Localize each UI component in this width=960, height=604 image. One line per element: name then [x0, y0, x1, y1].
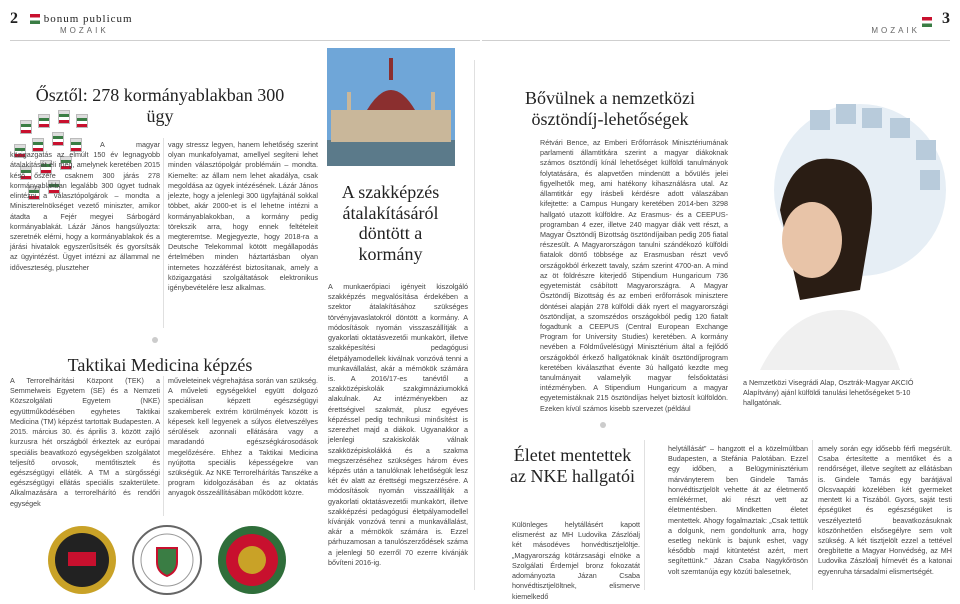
article-title: Életet mentettek az NKE hallgatói	[510, 445, 635, 486]
hungarian-flag-icon	[922, 17, 932, 27]
article-body: A magyar közigazgatás az elmúlt 150 év legnagyobb átalakítását éli meg, amelynek keretében 2015 késő őszére csaknem 300 járás 278 kormányablakban legalább 300 ügyet tudnak elintézni a választópolgárok – mondta a Miniszterelnökséget vezető miniszter, amikor átadta a Fejér megyei Sárbogárd kormányablakát. Lázár János hangsúlyozta: szeretnék elérni, hogy a kormányablakok és a járási hivatalok egyszerűsítsék és gyorsítsák az ügyintézést. Ügyet intézni az állammal ne időveszteség, pluszteher	[10, 140, 160, 272]
article-title: Bővülnek a nemzetközi ösztöndíj-lehetőségek	[525, 88, 695, 129]
article-body-col3: amely során egy idősebb férfi megsérült. Csaba értesítette a mentőket és a rendőrséget, illetve segített az ellátásban is. Gindele Tamás egy barátjával Olcsvaapáti közelében két gyermeket mentett ki a Tiszából. Gyors, saját testi épségüket és egészségüket is veszélyeztető beavatkozásuknak köszönhetően elsősegélyre sem volt szükség. A két tisztjelölt ezzel a tettével öregbítette a Magyar Honvédség, az MH Ludovika Zászlóalj hírnevét és a katonai egyenruha társadalmi elismertségét.	[818, 444, 952, 576]
divider-dot	[600, 422, 606, 428]
article-title: Taktikai Medicina képzés	[67, 355, 253, 375]
article-title: Ősztől: 278 kormányablakban 300 ügy	[35, 85, 285, 126]
header-rule-left	[10, 40, 480, 41]
article-title: A szakképzés átalakításáról döntött a kormány	[341, 182, 440, 265]
woman-photo-collage	[740, 100, 960, 370]
tek-emblem	[48, 526, 116, 594]
section-label-left: MOZAIK	[60, 26, 109, 35]
article-body: Rétvári Bence, az Emberi Erőforrások Minisztériumának parlamenti államtitkára szerint a magyar diákoknak számos ösztöndíj kínál lehetőséget külföldi tanulmányok folytatására, és alapvetően mindenütt a bővülés jelei figyelhetők meg, ami hatékony kihasználásra utal. Az államtitkár egy írásbeli kérdésre adott válaszában kifejtette: a Campus Hungary keretében 2014-ben 3298 hallgató utazott külföldre. Az Erasmus- és a CEEPUS-programban 4 ezer, illetve 240 magyar diák vett részt, a Magyar Ösztöndíj Bizottság ösztöndíjaiban pedig 205 fiatal részesült. A Magyarországon tanulni szándékozó külföldi fiatalok döntő többsége az Erasmusban részt vevő országokból érkezett tavaly, szám szerint 4700-an. A mind az öt földrészre kiterjedő Stipendium Hungaricum 736 egyetemistát csábított Magyarországra. A Magyar Ösztöndíj Bizottság és az emberi erőforrások minisztere döntései alapján 278 külföldi diák nyert el magyarországi ösztöndíjat, a szomszédos országokból pedig 120 fiatalt fogadtunk a CEEPUS (Central European Exchange Program for University Studies) keretében. A kormány nevében a Földművelésügyi Minisztérium által a fejlődő országokból érkező hallgatóknak kínált ösztöndíjprogram keretében kiválaszthat évente 3ú hallgató kezdte meg tanulmányait valamelyik magyar felsőoktatási intézményben. A Stipendium Hungaricum a magyar egyetemistáknak 215 ösztöndíjas helyet biztosít külföldön. Ezeken kívül számos kisebb szervezet (például	[540, 138, 728, 413]
article-body: Különleges helytállásért kapott elismerést az MH Ludovika Zászlóalj két másodéves honvédtisztjelöltje. „Magyarország kötárzsasági elnöke a Szolgálati Érdemjel bronz fokozatát adományozta Jázan Csaba honvédtisztjelöltnek, elismerve kiemelkedő	[512, 520, 640, 601]
magazine-name: bonum publicum	[43, 13, 133, 25]
article-body-col2: vagy stressz legyen, hanem lehetőség szerint olyan munkafolyamat, amellyel segíteni lehet minden választópolgár problémáin – mondta. Kiemelte: az állam nem lehet akadálya, csak megoldása az ügyek intézésének. Lázár János jelezte, hogy a jelenlegi 300 ügyfajtánál sokkal többet, akár 2000-et is el lehetne intézni a kormányablakokban, a kormány pedig törekszik arra, hogy ennek feltételeit megteremtse. Megjegyezte, hogy 2018-ra a Deutsche Telekommal kötött megállapodás értelmében minden háztartásban olyan internetes hozzáférést biztosítanak, amely a közigazgatási szolgáltatások elektronikus igénybevételére lesz alkalmas.	[168, 140, 318, 293]
page-number-left: 2	[10, 10, 18, 27]
article-body-col2: műveleteinek végrehajtása során van szükség. A műveleti egységekkel együtt dolgozó speciálisan képzett egészségügyi szakemberek extrém körülmények között is képesek kell legyenek a súlyos életveszélyes sérülések azonnali ellátására vagy a maradandó egészségkárosodások megelőzésére. Ehhez a Taktikai Medicina nyújtotta speciális képességekre van szükségük. Az NKE Terrorelhárítás Tanszéke a program kidolgozásában és az oktatás anyagok összeállításában működött közre.	[168, 376, 318, 498]
article-body: A Terrorelhárítási Központ (TEK) a Semmelweis Egyetem (SE) és a Nemzeti Közszolgálati Egyetem (NKE) együttműködésében egyhetes Taktikai Medicina (TM) képzést tartottak Budapesten. A 2015. március 30. és április 3. között zajló kurzusra hét országból érkeztek az európai speciális beavatkozó egységekben szolgálatot teljesítő orvosok, mentőtisztek és egészségügyi elláték. A TM a sürgősségi egészségügyi ellátás speciális szakterülete. Alkalmazására a terrorelhárító és rendőri egységek	[10, 376, 160, 508]
magazine-title-left	[30, 13, 133, 25]
article-caption: a Nemzetközi Visegrádi Alap, Osztrák-Magyar AKCIÓ Alapítvány) ajánl külföldi tanulási lehetőségeket 5-10 hallgatónak.	[743, 378, 914, 408]
nke-seal	[218, 526, 286, 594]
semmelweis-seal	[133, 526, 201, 594]
header-rule-right	[482, 40, 950, 41]
hungarian-flag-icon	[30, 14, 40, 24]
article-body: A munkaerőpiaci igényeit kiszolgáló szakképzés megvalósítása érdekében a szektor átalakításához szükséges törvényjavaslatokról döntött a kormány. A módosítások nyomán visszaszállítják a gyakorlati oktatásvezetői munkakört, illetve szakképesítési pedagógusi életpályamodellek kiválnak vonzóvá tenni a munkavállalást, akár a mérnökök számára is. A 2016/17-es tanévtől a szakközépiskolák szakgimnáziumokká alakulnak. Az intézményekben az érettségivel szakmát, plusz egyéves képzéssel pedig technikusi minősítést is szerezhet majd a diákok. Ugyanakkor a jelenlegi szakiskolák válnak szakközépiskolákká és a szakma megszerzéséhez szükséges három éves képzés után a tanulóknak lehetőségük lesz két év alatt az érettségi megszerzésére. A módosítások nyomán visszaállítják a gyakorlati oktatásvezetői munkakört, illetve szakképzési pedagógusi életpályamodellel kívánják vonzóvá tenni a munkavállalást, akár a mérnökök számára is. Ezzel párhuzamosan a tanulószerződések száma a jelenlegi 50 ezerről 70 ezerre kívánják bővíteni 2016-ig.	[328, 282, 468, 567]
parliament-photo	[327, 48, 455, 166]
emblems-graphic	[42, 522, 292, 600]
article-body-col2: helytállását” – hangzott el a közelmúltban Budapesten, a Stefánia Palotában. Ezzel egy időben, a Belügyminisztérium márványterem ben Gindele Tamás honvédtisztjelölt vehette át az életmentő emlékérmet, aki részt vett az életmentésben. Mindketten életet mentettek. Ahogy fogalmaztak: „Csak tettük a dolgunk, nem gondoltunk arra, hogy esetleg nekünk is bajunk eshet, vagy késődbb majd kitüntetést azért, mert segítettünk.” Jázan Csaba Nagykőrösön volt szemtanúja egy közúti balesetnek,	[668, 444, 808, 576]
divider-dot	[152, 337, 158, 343]
page-number-right: 3	[942, 10, 950, 27]
section-label-right: MOZAIK	[871, 26, 920, 35]
